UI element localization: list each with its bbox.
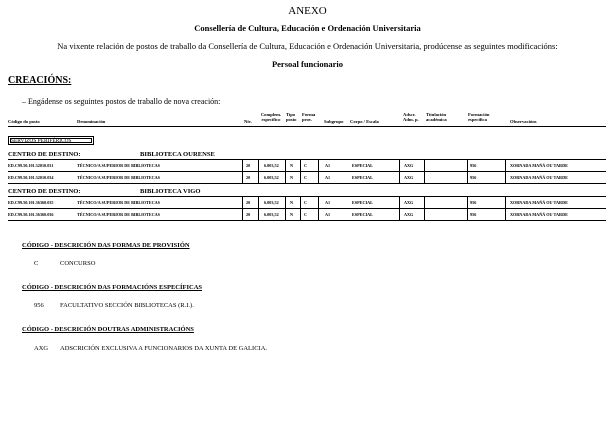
annex-title: ANEXO (288, 5, 327, 17)
cell-formacion: 956 (470, 175, 477, 180)
cell-adscr: AXG (404, 175, 414, 180)
cell-tipo: N (290, 212, 294, 217)
cell-corpo: ESPECIAL (352, 212, 373, 217)
cell-observacions: XORNADA MAÑÁ OU TARDE (510, 212, 568, 217)
header-observacions: Observacións (510, 119, 537, 124)
header-subgrupo: Subgrupo (324, 119, 344, 124)
header-corpo: Corpo / Escala (350, 119, 379, 124)
center-name: BIBLIOTECA OURENSE (140, 151, 215, 158)
cell-adscr: AXG (404, 200, 414, 205)
cell-nivel: 20 (246, 175, 251, 180)
cell-denominacion: TÉCNICO/A SUPERIOR DE BIBLIOTECAS (77, 212, 160, 217)
cell-adscr: AXG (404, 212, 414, 217)
header-titulacion: Titulación académica (426, 112, 447, 123)
legend-description: ADSCRICIÓN EXCLUSIVA A FUNCIONARIOS DA XUNTA DE GALICIA. (60, 345, 268, 352)
row-rule (8, 220, 606, 221)
cell-observacions: XORNADA MAÑÁ OU TARDE (510, 163, 568, 168)
header-adscr: Adscr. Adm. p. (403, 112, 419, 123)
cell-complemento: 6.003,52 (264, 200, 279, 205)
cell-subgrupo: A1 (325, 212, 331, 217)
legend-title: CÓDIGO - DESCRICIÓN DAS FORMAS DE PROVISIÓN (22, 242, 190, 249)
legend-title: CÓDIGO - DESCRICIÓN DOUTRAS ADMINISTRACIÓNS (22, 326, 194, 333)
cell-subgrupo: A1 (325, 175, 331, 180)
cell-corpo: ESPECIAL (352, 163, 373, 168)
cell-formacion: 956 (470, 212, 477, 217)
legend-description: FACULTATIVO SECCIÓN BIBLIOTECAS (R.I.). (60, 302, 194, 309)
cell-forma: C (304, 200, 308, 205)
cell-corpo: ESPECIAL (352, 200, 373, 205)
cell-complemento: 6.003,52 (264, 175, 279, 180)
table-row (0, 197, 615, 208)
cell-codigo: ED.C99.50.101.36360.035 (8, 200, 54, 205)
header-nivel: Nív. (244, 119, 252, 124)
staff-type-title: Persoal funcionario (271, 59, 344, 69)
cell-formacion: 956 (470, 200, 477, 205)
section-title: CREACIÓNS: (8, 75, 72, 86)
cell-codigo: ED.C99.50.101.32010.034 (8, 175, 54, 180)
legend-code: AXG (34, 345, 49, 352)
cell-adscr: AXG (404, 163, 414, 168)
legend-code: C (34, 260, 39, 267)
cell-forma: C (304, 163, 308, 168)
cell-forma: C (304, 175, 308, 180)
header-tipo: Tipo posto (286, 112, 297, 123)
cell-complemento: 6.003,52 (264, 163, 279, 168)
cell-formacion: 956 (470, 163, 477, 168)
intro-text: Na vixente relación de postos de traballo da Consellería de Cultura, Educación e Ordenación Universitaria, prodúcense as seguintes modificacións: (57, 41, 558, 51)
legend-description: CONCURSO (60, 260, 96, 267)
cell-observacions: XORNADA MAÑÁ OU TARDE (510, 200, 568, 205)
header-forma: Forma prov. (302, 112, 316, 123)
service-box (8, 136, 94, 145)
cell-nivel: 20 (246, 163, 251, 168)
row-rule (8, 183, 606, 184)
cell-complemento: 6.003,52 (264, 212, 279, 217)
header-complemento: Complem. específico (260, 112, 282, 123)
cell-codigo: ED.C99.50.101.32010.031 (8, 163, 54, 168)
section-intro: – Engádense os seguintes postos de traballo de nova creación: (22, 97, 221, 106)
table-row (0, 172, 615, 183)
cell-tipo: N (290, 175, 294, 180)
cell-nivel: 20 (246, 212, 251, 217)
cell-codigo: ED.C99.50.101.36360.036 (8, 212, 54, 217)
cell-corpo: ESPECIAL (352, 175, 373, 180)
cell-tipo: N (290, 163, 294, 168)
header-formacion: Formación específica (468, 112, 490, 123)
center-label: CENTRO DE DESTINO: (8, 151, 81, 158)
center-name: BIBLIOTECA VIGO (140, 188, 201, 195)
table-row (0, 160, 615, 171)
legend-title: CÓDIGO - DESCRICIÓN DAS FORMACIÓNS ESPECÍFICAS (22, 284, 203, 291)
cell-subgrupo: A1 (325, 200, 331, 205)
cell-denominacion: TÉCNICO/A SUPERIOR DE BIBLIOTECAS (77, 163, 160, 168)
cell-tipo: N (290, 200, 294, 205)
cell-forma: C (304, 212, 308, 217)
center-label: CENTRO DE DESTINO: (8, 188, 81, 195)
department-title: Consellería de Cultura, Educación e Ordenación Universitaria (194, 23, 421, 33)
cell-observacions: XORNADA MAÑÁ OU TARDE (510, 175, 568, 180)
header-rule (8, 126, 606, 127)
cell-denominacion: TÉCNICO/A SUPERIOR DE BIBLIOTECAS (77, 175, 160, 180)
service-box-label: SERVIZOS PERIFÉRICOS (11, 138, 72, 144)
header-codigo: Código do posto (8, 119, 40, 124)
cell-nivel: 20 (246, 200, 251, 205)
cell-denominacion: TÉCNICO/A SUPERIOR DE BIBLIOTECAS (77, 200, 160, 205)
legend-code: 956 (34, 302, 44, 309)
header-denominacion: Denominación (77, 119, 106, 124)
cell-subgrupo: A1 (325, 163, 331, 168)
table-row (0, 209, 615, 220)
